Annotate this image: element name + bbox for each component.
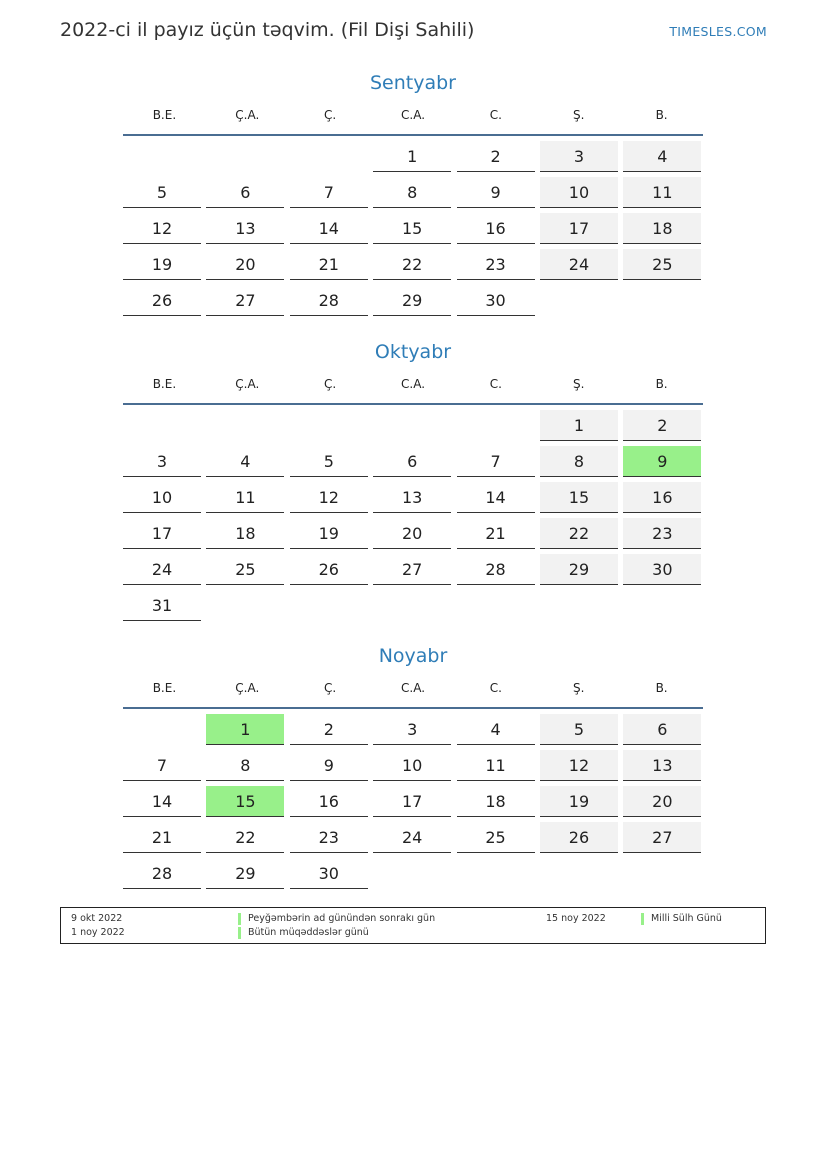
day-cell: 22 [206, 822, 284, 853]
legend-holiday-name: Bütün müqəddəslər günü [238, 927, 369, 939]
empty-cell [457, 858, 535, 889]
day-cell: 3 [540, 141, 618, 172]
day-cell: 26 [290, 554, 368, 585]
day-cell: 14 [290, 213, 368, 244]
day-cell: 28 [290, 285, 368, 316]
day-cell: 11 [457, 750, 535, 781]
day-cell: 28 [457, 554, 535, 585]
day-cell: 22 [373, 249, 451, 280]
weekday-label: B. [655, 681, 668, 695]
month-september [123, 70, 703, 321]
empty-cell [623, 590, 701, 621]
empty-cell [290, 141, 368, 172]
empty-cell [457, 590, 535, 621]
day-cell: 16 [623, 482, 701, 513]
day-cell: 24 [123, 554, 201, 585]
day-cell: 15 [540, 482, 618, 513]
day-cell: 7 [457, 446, 535, 477]
empty-cell [540, 858, 618, 889]
day-cell: 23 [623, 518, 701, 549]
empty-cell [206, 410, 284, 441]
week-row [123, 786, 703, 822]
legend-date: 1 noy 2022 [71, 927, 125, 938]
weekday-label: Ç.A. [235, 377, 260, 391]
day-cell: 18 [623, 213, 701, 244]
week-row [123, 554, 703, 590]
day-cell: 9 [290, 750, 368, 781]
legend-holiday-name: Milli Sülh Günü [641, 913, 722, 925]
empty-cell [123, 410, 201, 441]
day-cell: 19 [540, 786, 618, 817]
legend-date: 15 noy 2022 [546, 913, 606, 924]
holiday-legend [60, 907, 766, 944]
day-cell: 14 [457, 482, 535, 513]
day-cell: 27 [623, 822, 701, 853]
day-cell: 12 [123, 213, 201, 244]
weekday-label: B.E. [152, 377, 177, 391]
day-cell: 10 [540, 177, 618, 208]
week-row [123, 518, 703, 554]
day-cell: 13 [623, 750, 701, 781]
empty-cell [623, 285, 701, 316]
day-cell: 25 [457, 822, 535, 853]
day-cell: 24 [373, 822, 451, 853]
legend-holiday-name: Peyğəmbərin ad günündən sonrakı gün [238, 913, 435, 925]
day-cell: 20 [623, 786, 701, 817]
day-cell: 12 [540, 750, 618, 781]
day-cell: 4 [206, 446, 284, 477]
weekday-label: C. [489, 108, 502, 122]
month-october [123, 339, 703, 626]
weekday-label: C.A. [401, 108, 426, 122]
empty-cell [540, 285, 618, 316]
day-cell: 5 [540, 714, 618, 745]
day-cell: 2 [457, 141, 535, 172]
day-cell: 2 [290, 714, 368, 745]
day-cell: 3 [373, 714, 451, 745]
empty-cell [540, 590, 618, 621]
day-cell: 29 [206, 858, 284, 889]
empty-cell [373, 410, 451, 441]
weekday-label: C.A. [401, 681, 426, 695]
weekday-label: Ş. [573, 108, 585, 122]
day-cell: 8 [540, 446, 618, 477]
day-cell: 21 [290, 249, 368, 280]
week-row [123, 177, 703, 213]
day-cell: 8 [373, 177, 451, 208]
day-cell: 4 [457, 714, 535, 745]
weekday-label: Ş. [573, 681, 585, 695]
day-cell: 26 [123, 285, 201, 316]
week-row [123, 213, 703, 249]
empty-cell [290, 410, 368, 441]
month-title: Noyabr [378, 645, 448, 667]
week-row [123, 714, 703, 750]
week-row [123, 410, 703, 446]
legend-date: 9 okt 2022 [71, 913, 123, 924]
empty-cell [123, 141, 201, 172]
site-link[interactable]: TIMESLES.COM [669, 24, 767, 39]
week-row [123, 482, 703, 518]
day-cell: 13 [373, 482, 451, 513]
day-cell: 5 [290, 446, 368, 477]
day-cell: 12 [290, 482, 368, 513]
day-cell: 19 [123, 249, 201, 280]
day-cell: 1 [540, 410, 618, 441]
day-cell: 30 [623, 554, 701, 585]
week-row [123, 141, 703, 177]
day-cell: 6 [206, 177, 284, 208]
day-cell: 17 [123, 518, 201, 549]
empty-cell [290, 590, 368, 621]
day-cell: 16 [290, 786, 368, 817]
day-cell: 1 [206, 714, 284, 745]
day-cell: 25 [206, 554, 284, 585]
day-cell: 28 [123, 858, 201, 889]
weekday-label: Ç. [324, 377, 337, 391]
empty-cell [373, 858, 451, 889]
day-cell: 16 [457, 213, 535, 244]
day-cell: 24 [540, 249, 618, 280]
day-cell: 4 [623, 141, 701, 172]
day-cell: 18 [457, 786, 535, 817]
day-cell: 23 [457, 249, 535, 280]
day-cell: 17 [540, 213, 618, 244]
day-cell: 6 [373, 446, 451, 477]
weekday-label: Ç.A. [235, 681, 260, 695]
day-cell: 7 [290, 177, 368, 208]
day-cell: 15 [206, 786, 284, 817]
empty-cell [373, 590, 451, 621]
day-cell: 21 [457, 518, 535, 549]
weekday-label: B.E. [152, 108, 177, 122]
week-row [123, 285, 703, 321]
empty-cell [206, 590, 284, 621]
day-cell: 7 [123, 750, 201, 781]
day-cell: 26 [540, 822, 618, 853]
day-cell: 11 [206, 482, 284, 513]
week-row [123, 822, 703, 858]
empty-cell [623, 858, 701, 889]
day-cell: 5 [123, 177, 201, 208]
week-row [123, 249, 703, 285]
day-cell: 19 [290, 518, 368, 549]
weekday-label: Ç. [324, 108, 337, 122]
day-cell: 29 [373, 285, 451, 316]
day-cell: 22 [540, 518, 618, 549]
week-row [123, 446, 703, 482]
month-november [123, 643, 703, 894]
day-cell: 15 [373, 213, 451, 244]
weekday-header [123, 106, 703, 136]
day-cell: 20 [373, 518, 451, 549]
day-cell: 30 [457, 285, 535, 316]
empty-cell [123, 714, 201, 745]
weekday-label: B.E. [152, 681, 177, 695]
day-cell: 8 [206, 750, 284, 781]
day-cell: 13 [206, 213, 284, 244]
empty-cell [457, 410, 535, 441]
month-title: Sentyabr [369, 72, 456, 94]
day-cell: 11 [623, 177, 701, 208]
day-cell: 21 [123, 822, 201, 853]
weekday-header [123, 679, 703, 709]
weeks-grid [123, 709, 703, 894]
weekday-label: C. [489, 681, 502, 695]
day-cell: 29 [540, 554, 618, 585]
weekday-header [123, 375, 703, 405]
day-cell: 10 [373, 750, 451, 781]
day-cell: 17 [373, 786, 451, 817]
weekday-label: Ş. [573, 377, 585, 391]
day-cell: 9 [623, 446, 701, 477]
day-cell: 2 [623, 410, 701, 441]
day-cell: 9 [457, 177, 535, 208]
weekday-label: C. [489, 377, 502, 391]
day-cell: 27 [206, 285, 284, 316]
day-cell: 23 [290, 822, 368, 853]
day-cell: 31 [123, 590, 201, 621]
day-cell: 3 [123, 446, 201, 477]
day-cell: 27 [373, 554, 451, 585]
day-cell: 6 [623, 714, 701, 745]
week-row [123, 590, 703, 626]
weekday-label: B. [655, 377, 668, 391]
day-cell: 14 [123, 786, 201, 817]
page-title: 2022-ci il payız üçün təqvim. (Fil Dişi Sahili) [60, 19, 475, 41]
weekday-label: Ç. [324, 681, 337, 695]
day-cell: 10 [123, 482, 201, 513]
weekday-label: B. [655, 108, 668, 122]
day-cell: 30 [290, 858, 368, 889]
day-cell: 20 [206, 249, 284, 280]
weekday-label: Ç.A. [235, 108, 260, 122]
weekday-label: C.A. [401, 377, 426, 391]
weeks-grid [123, 405, 703, 626]
weeks-grid [123, 136, 703, 321]
day-cell: 18 [206, 518, 284, 549]
week-row [123, 858, 703, 894]
empty-cell [206, 141, 284, 172]
day-cell: 1 [373, 141, 451, 172]
week-row [123, 750, 703, 786]
month-title: Oktyabr [374, 341, 452, 363]
day-cell: 25 [623, 249, 701, 280]
